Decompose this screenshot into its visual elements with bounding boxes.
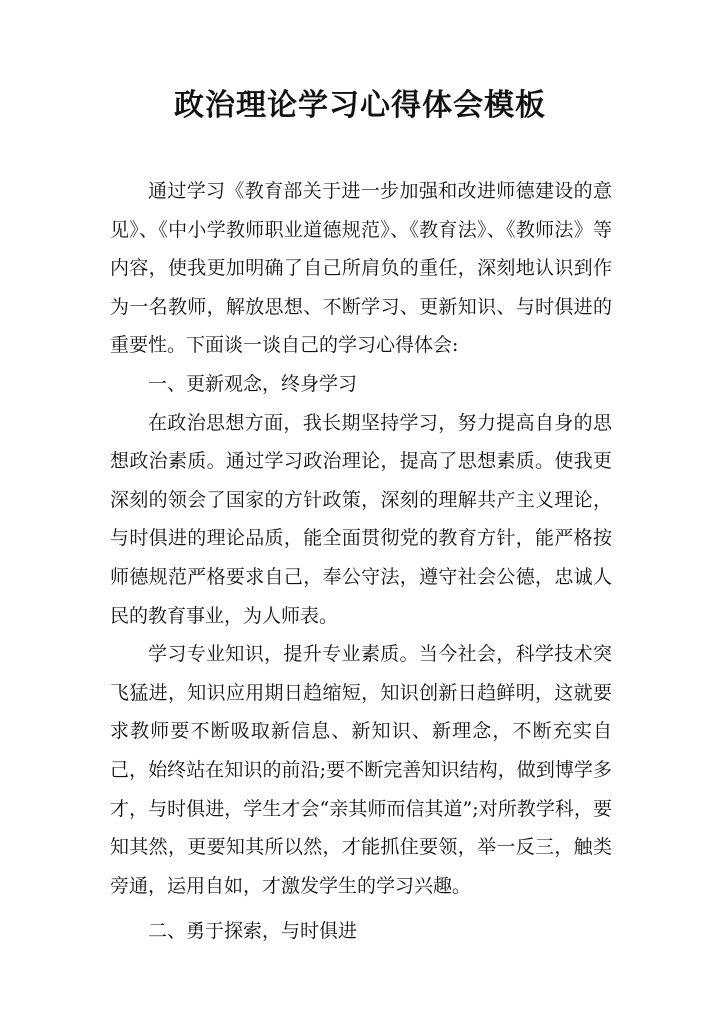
paragraph-intro: 通过学习《教育部关于进一步加强和改进师德建设的意见》、《中小学教师职业道德规范》、《教育法》、《教师法》等内容，使我更加明确了自己所肩负的重任，深刻地认识到作为一名教师，解放思想、不断学习、更新知识、与时俱进的重要性。下面谈一谈自己的学习心得体会:	[110, 180, 612, 357]
document-body	[110, 172, 612, 951]
section-heading-1: 一、更新观念，终身学习	[148, 372, 358, 395]
paragraph-professional-knowledge: 学习专业知识，提升专业素质。当今社会，科学技术突飞猛进，知识应用期日趋缩短，知识创新日趋鲜明，这就要求教师要不断吸取新信息、新知识、新理念，不断充实自己，始终站在知识的前沿;要不断完善知识结构，做到博学多才，与时俱进，学生才会“亲其师而信其道”;对所教学科，要知其然，更要知其所以然，才能抓住要领，举一反三，触类旁通，运用自如，才激发学生的学习兴趣。	[110, 643, 612, 897]
document-title: 政治理论学习心得体会模板	[174, 88, 546, 123]
section-heading-2: 二、勇于探索，与时俱进	[148, 920, 358, 943]
paragraph-political-thought: 在政治思想方面，我长期坚持学习，努力提高自身的思想政治素质。通过学习政治理论，提高了思想素质。使我更深刻的领会了国家的方针政策，深刻的理解共产主义理论，与时俱进的理论品质，能全面贯彻党的教育方针，能严格按师德规范严格要求自己，奉公守法，遵守社会公德，忠诚人民的教育事业，为人师表。	[110, 411, 612, 627]
